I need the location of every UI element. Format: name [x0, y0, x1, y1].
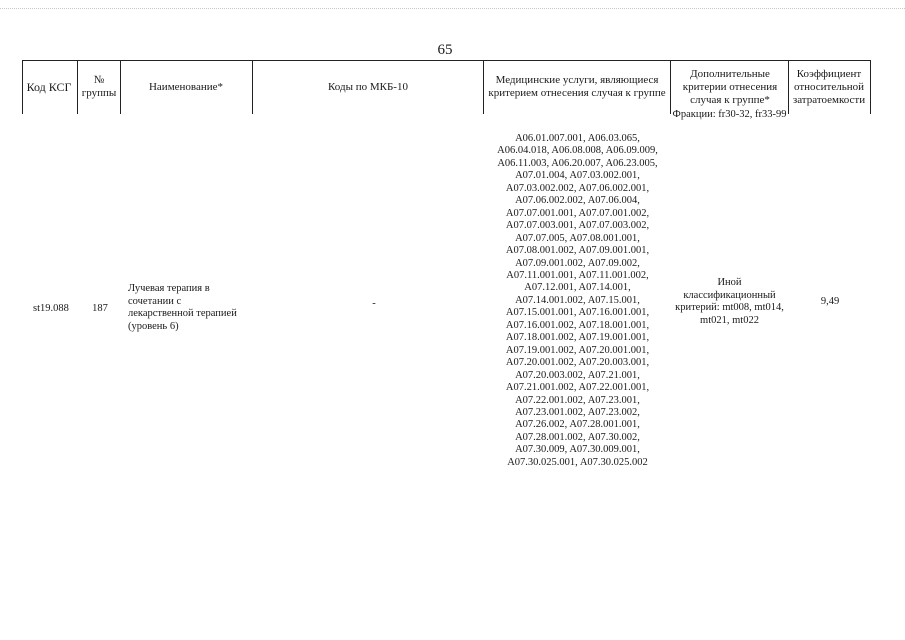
header-mkb-codes: Коды по МКБ-10 — [328, 80, 408, 93]
page-number: 65 — [437, 42, 453, 58]
med-service-code-line: A07.18.001.002, A07.19.001.001, — [505, 332, 650, 344]
column-divider — [252, 60, 253, 114]
med-service-code-line: A07.26.002, A07.28.001.001, — [515, 419, 640, 431]
scan-artifact-line — [0, 8, 905, 9]
med-service-code-line: A07.21.001.002, A07.22.001.001, — [505, 382, 650, 394]
med-service-code-line: A07.14.001.002, A07.15.001, — [515, 294, 640, 306]
column-divider — [788, 60, 789, 114]
med-service-code-line: A07.01.004, A07.03.002.001, — [515, 170, 640, 182]
med-service-code-line: A07.09.001.002, A07.09.002, — [515, 257, 640, 269]
med-service-code-line: A07.30.009, A07.30.009.001, — [515, 444, 640, 456]
mkb-codes: - — [372, 298, 376, 309]
fractions-note: Фракции: fr30-32, fr33-99 — [672, 109, 787, 120]
med-service-code-line: A07.20.003.002, A07.21.001, — [515, 369, 640, 381]
header-name: Наименование* — [148, 80, 224, 93]
med-service-code-line: A07.08.001.002, A07.09.001.001, — [505, 245, 650, 257]
header-group-no: № группы — [81, 74, 117, 99]
header-med-services: Медицинские услуги, являющиеся критерием отнесения случая к группе — [488, 74, 666, 99]
column-divider — [120, 60, 121, 114]
med-service-code-line: A07.11.001.001, A07.11.001.002, — [506, 269, 649, 281]
med-service-code-line: A07.07.003.001, A07.07.003.002, — [505, 220, 650, 232]
med-service-code-line: A07.07.005, A07.08.001.001, — [515, 232, 640, 244]
med-service-code-line: A07.22.001.002, A07.23.001, — [515, 394, 640, 406]
column-divider — [670, 60, 671, 114]
group-number: 187 — [92, 303, 108, 314]
header-code-ksg: Код КСГ — [26, 80, 72, 94]
med-service-code-line: A07.28.001.002, A07.30.002, — [515, 431, 640, 443]
med-service-code-line: A07.30.025.001, A07.30.025.002 — [507, 456, 648, 468]
additional-criteria: Иной классификационный критерий: mt008, mt014, mt021, mt022 — [675, 277, 784, 326]
header-additional-criteria: Дополнительные критерии отнесения случая к группе* — [682, 67, 778, 106]
med-service-code-line: A06.01.007.001, A06.03.065, — [515, 133, 640, 144]
med-service-code-line: A07.23.001.002, A07.23.002, — [515, 406, 640, 418]
column-divider — [870, 60, 871, 114]
med-service-code-line: A07.20.001.002, A07.20.003.001, — [505, 357, 650, 369]
group-name: Лучевая терапия в сочетании с лекарственной терапией (уровень 6) — [128, 283, 237, 332]
column-divider — [22, 60, 23, 114]
med-service-code-line: A07.12.001, A07.14.001, — [524, 282, 631, 294]
med-service-code-line: A07.16.001.002, A07.18.001.001, — [505, 319, 650, 331]
med-service-code-line: A07.07.001.001, A07.07.001.002, — [505, 207, 650, 219]
med-service-code-line: A06.11.003, A06.20.007, A06.23.005, — [497, 157, 658, 169]
med-service-code-line: A07.03.002.002, A07.06.002.001, — [505, 182, 650, 194]
med-service-code-line: A07.15.001.001, A07.16.001.001, — [505, 307, 650, 319]
med-service-code-line: A06.04.018, A06.08.008, A06.09.009, — [497, 145, 658, 157]
coefficient-value: 9,49 — [820, 296, 840, 307]
med-services-codes — [485, 133, 670, 469]
column-divider — [77, 60, 78, 114]
med-service-code-line: A07.06.002.002, A07.06.004, — [515, 195, 640, 207]
column-divider — [483, 60, 484, 114]
header-coefficient: Коэффициент относительной затратоемкости — [792, 67, 866, 106]
ksg-code: st19.088 — [33, 303, 69, 314]
med-service-code-line: A07.19.001.002, A07.20.001.001, — [505, 344, 650, 356]
